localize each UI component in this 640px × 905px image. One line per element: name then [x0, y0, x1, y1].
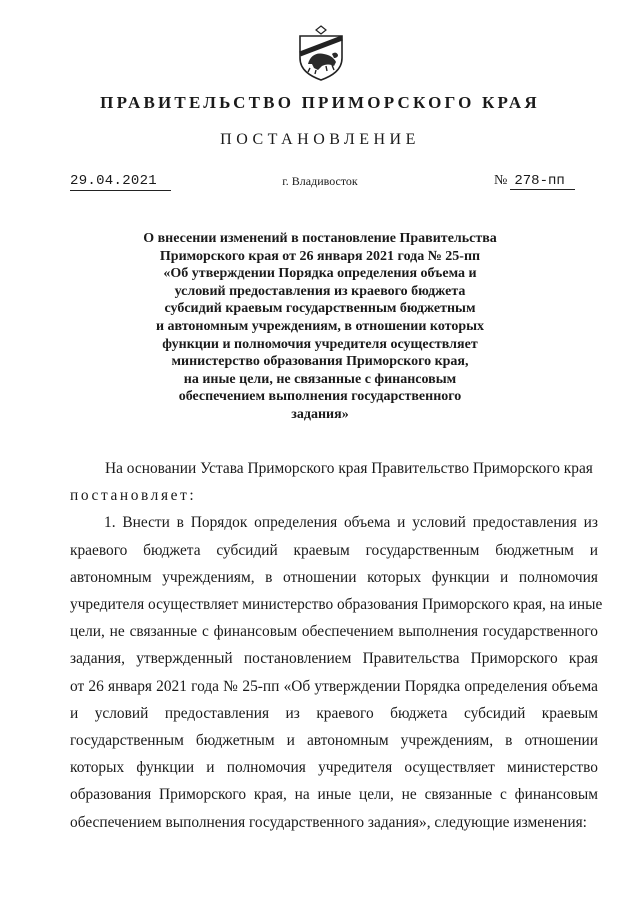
organization-title: ПРАВИТЕЛЬСТВО ПРИМОРСКОГО КРАЯ	[100, 93, 540, 112]
paragraph-line: цели, не связанные с финансовым обеспечением выполнения государственного	[70, 623, 598, 641]
document-heading	[100, 230, 540, 424]
paragraph-line: которых функции и полномочия учредителя осуществляет министерство	[70, 759, 598, 777]
heading-line: функции и полномочия учредителя осуществляет	[162, 336, 478, 352]
number-sign: №	[494, 173, 508, 188]
paragraph-line: 1. Внести в Порядок определения объема и условий предоставления из	[104, 514, 598, 532]
paragraph-line: автономным учреждениям, в отношении которых функции и полномочия	[70, 568, 598, 586]
paragraph-line: государственным бюджетным и автономным учреждениям, в отношении	[70, 732, 598, 750]
heading-line: «Об утверждении Порядка определения объема и	[163, 266, 477, 282]
heading-line: обеспечением выполнения государственного	[178, 389, 462, 405]
document-body	[70, 455, 603, 836]
primorsky-krai-coat-of-arms-icon	[296, 24, 346, 82]
paragraph-line: учредителя осуществляет министерство образования Приморского края, на иные	[70, 596, 603, 614]
heading-line: задания»	[291, 406, 349, 422]
preamble-text: На основании Устава Приморского края Правительство Приморского края	[105, 460, 593, 477]
heading-line: Приморского края от 26 января 2021 года № 25-пп	[159, 248, 481, 264]
heading-line: субсидий краевым государственным бюджетным	[164, 301, 476, 317]
paragraph-line: образования Приморского края, на иные цели, не связанные с финансовым	[70, 786, 598, 804]
heading-line: на иные цели, не связанные с финансовым	[183, 371, 457, 387]
heading-line: О внесении изменений в постановление Правительства	[143, 231, 497, 246]
document-number-block	[494, 172, 575, 190]
document-number: 278-пп	[510, 173, 574, 190]
document-type: ПОСТАНОВЛЕНИЕ	[220, 131, 420, 148]
heading-line: и автономным учреждениям, в отношении которых	[155, 318, 485, 334]
paragraph-line: задания, утвержденный постановлением Правительства Приморского края	[70, 650, 598, 668]
paragraph-line: обеспечением выполнения государственного задания», следующие изменения:	[70, 813, 587, 831]
paragraph-line: от 26 января 2021 года № 25-пп «Об утверждении Порядка определения объема	[70, 677, 598, 695]
document-date: 29.04.2021	[70, 172, 171, 191]
document-city: г. Владивосток	[282, 174, 358, 188]
resolves-text: постановляет:	[70, 487, 197, 505]
heading-line: условий предоставления из краевого бюджета	[174, 283, 466, 299]
paragraph-line: краевого бюджета субсидий краевым государственным бюджетным и	[70, 541, 598, 559]
paragraph-line: и условий предоставления из краевого бюджета субсидий краевым	[70, 704, 598, 722]
heading-line: министерство образования Приморского края,	[171, 354, 469, 370]
